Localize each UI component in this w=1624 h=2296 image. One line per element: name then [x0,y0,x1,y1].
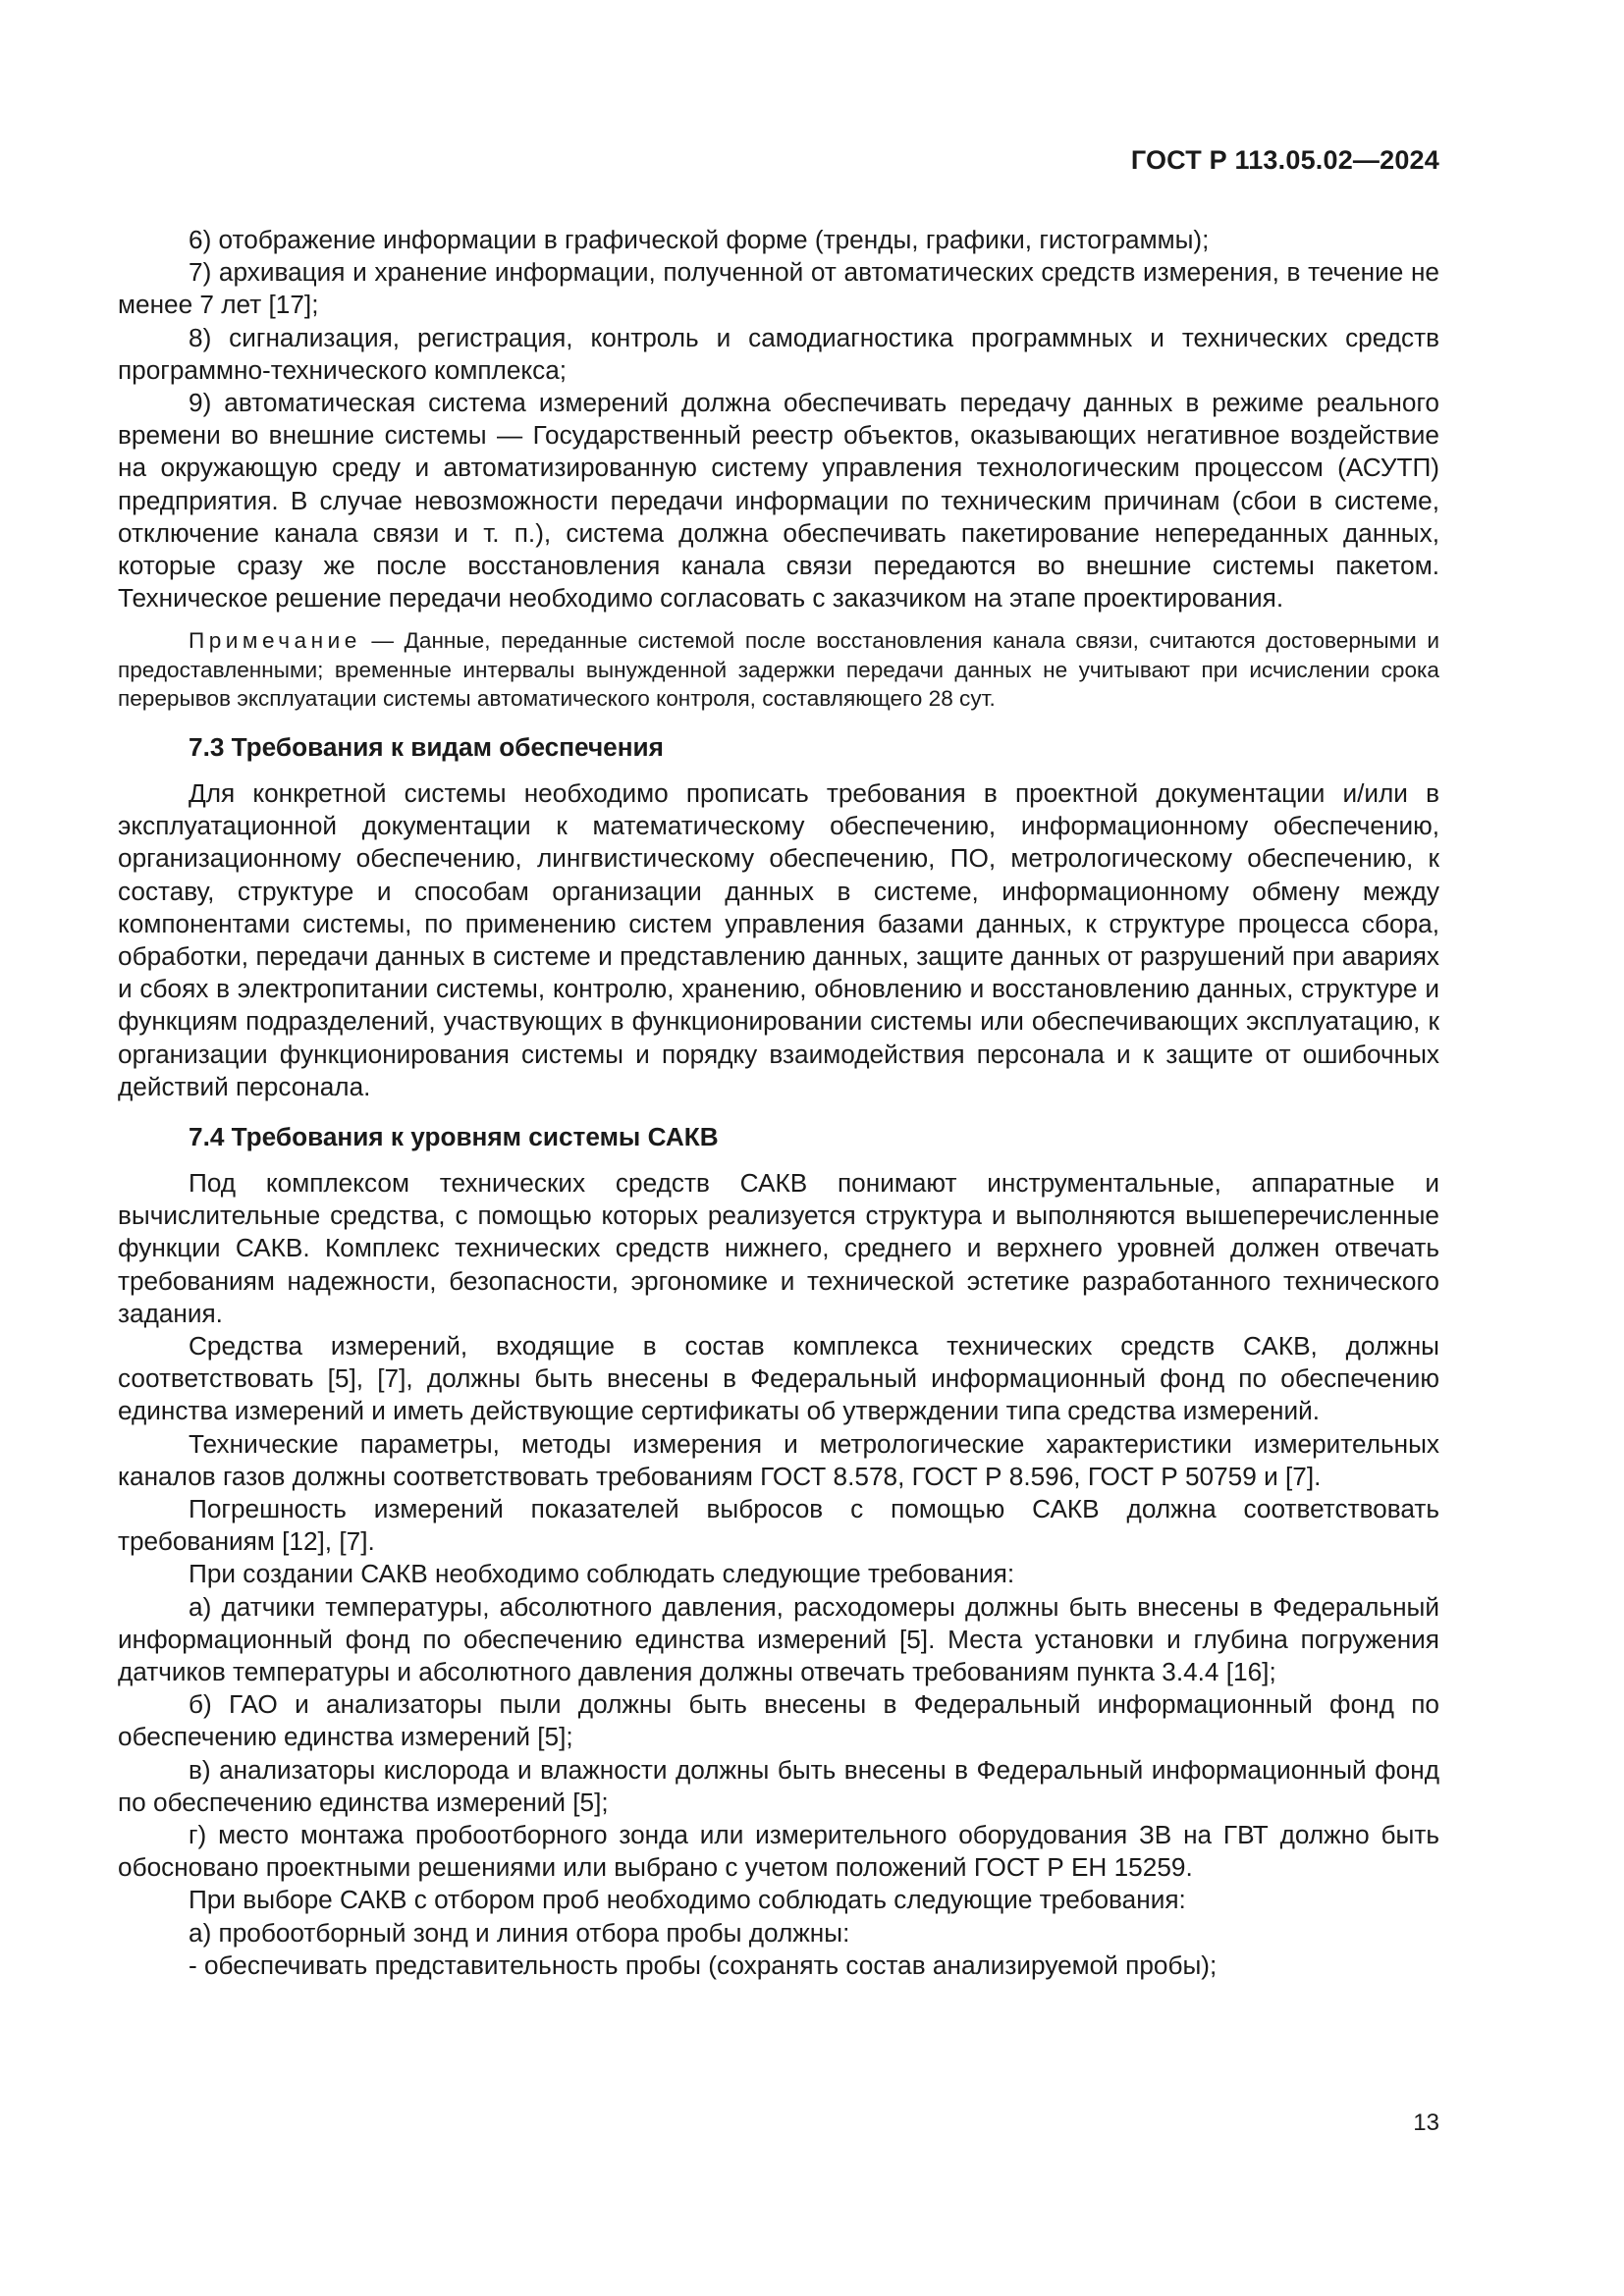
sampling-subitem: - обеспечивать представительность пробы (сохранять состав анализируемой пробы); [189,1949,1218,1980]
requirement-item-v: в) анализаторы кислорода и влажности должны быть внесены в Федеральный информационный фонд по обеспечению единства измерений [5]; [118,1754,1439,1817]
list-item-9: 9) автоматическая система измерений должна обеспечивать передачу данных в режиме реального времени во внешние системы — Государственный реестр объектов, оказывающих негативное воздействие на окружающую среду и автоматизированную систему управления технологическим процессом (АСУТП) предприятия. В случае невозможности передачи информации по техническим причинам (сбои в системе, отключение канала связи и т. п.), система должна обеспечивать пакетирование непереданных данных, которые сразу же после восстановления канала связи передаются во внешние системы пакетом. Техническое решение передачи необходимо согласовать с заказчиком на этапе проектирования. [118,388,1439,614]
section-7-3-heading: 7.3 Требования к видам обеспечения [189,731,664,762]
requirement-item-g: г) место монтажа пробоотборного зонда или измерительного оборудования ЗВ на ГВТ должно быть обосновано проектными решениями или выбрано с учетом положений ГОСТ Р ЕН 15259. [118,1820,1439,1883]
note-text: — Данные, переданные системой после восстановления канала связи, считаются достоверными и предоставленными; временные интервалы вынужденной задержки передачи данных не учитывают при исчислении срока перерывов эксплуатации системы автоматического контроля, составляющего 28 сут. [118,628,1439,712]
section-7-3-paragraph: Для конкретной системы необходимо прописать требования в проектной документации и/или в эксплуатационной документации к математическому обеспечению, информационному обеспечению, организационному обеспечению, лингвистическому обеспечению, ПО, метрологическому обеспечению, к составу, структуре и способам организации данных в системе, информационному обмену между компонентами системы, по применению систем управления базами данных, к структуре процесса сбора, обработки, передачи данных в системе и представлению данных, защите данных от разрушений при авариях и сбоях в электропитании системы, контролю, хранению, обновлению и восстановлению данных, структуре и функциям подразделений, участвующих в функционировании системы или обеспечивающих эксплуатацию, к организации функционирования системы и порядку взаимодействия персонала и к защите от ошибочных действий персонала. [118,777,1439,1101]
section-7-4-paragraph: При выборе САКВ с отбором проб необходимо соблюдать следующие требования: [189,1885,1186,1915]
section-7-4-paragraph: Технические параметры, методы измерения и метрологические характеристики измерительных каналов газов должны соответствовать требованиям ГОСТ 8.578, ГОСТ Р 8.596, ГОСТ Р 50759 и [7]. [118,1428,1439,1491]
page-content [118,224,1439,1982]
note-label: Примечание [189,628,361,654]
section-7-4-paragraph: Под комплексом технических средств САКВ понимают инструментальные, аппаратные и вычислительные средства, с помощью которых реализуется структура и выполняются вышеперечисленные функции САКВ. Комплекс технических средств нижнего, среднего и верхнего уровней должен отвечать требованиям надежности, безопасности, эргономике и технической эстетике разработанного технического задания. [118,1167,1439,1328]
page-number: 13 [1413,2109,1439,2136]
requirement-item-b: б) ГАО и анализаторы пыли должны быть внесены в Федеральный информационный фонд по обеспечению единства измерений [5]; [118,1689,1439,1752]
list-item-8: 8) сигнализация, регистрация, контроль и самодиагностика программных и технических средств программно-технического комплекса; [118,322,1439,385]
section-7-4-paragraph: При создании САКВ необходимо соблюдать следующие требования: [189,1559,1015,1589]
section-7-4-paragraph: Средства измерений, входящие в состав комплекса технических средств САКВ, должны соответствовать [5], [7], должны быть внесены в Федеральный информационный фонд по обеспечению единства измерений и иметь действующие сертификаты об утверждении типа средства измерений. [118,1330,1439,1426]
sampling-item-a: а) пробоотборный зонд и линия отбора пробы должны: [189,1917,850,1948]
section-7-4-heading: 7.4 Требования к уровням системы САКВ [189,1121,719,1151]
requirement-item-a: а) датчики температуры, абсолютного давления, расходомеры должны быть внесены в Федеральный информационный фонд по обеспечению единства измерений [5]. Места установки и глубина погружения датчиков температуры и абсолютного давления должны отвечать требованиям пункта 3.4.4 [16]; [118,1591,1439,1687]
section-7-4-paragraph: Погрешность измерений показателей выбросов с помощью САКВ должна соответствовать требованиям [12], [7]. [118,1494,1439,1557]
list-item-7: 7) архивация и хранение информации, полученной от автоматических средств измерения, в течение не менее 7 лет [17]; [118,257,1439,320]
list-item-6: 6) отображение информации в графической форме (тренды, графики, гистограммы); [189,225,1210,254]
note-paragraph [118,626,1439,714]
document-header-standard-id: ГОСТ Р 113.05.02—2024 [1130,145,1439,175]
